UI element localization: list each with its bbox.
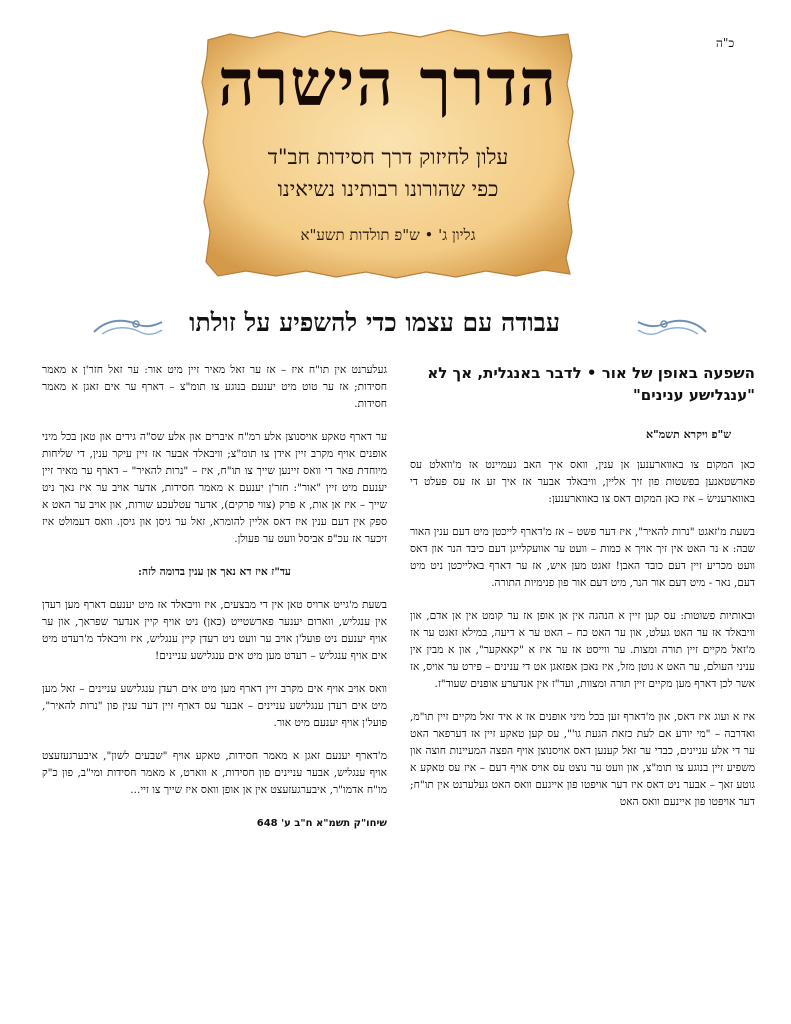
main-headline: עבודה עם עצמו כדי להשפיע על זולתו xyxy=(189,308,560,337)
paragraph: ער דארף טאקע אויסנוצן אלע רמ"ח איברים און אלע שס"ה גידים און טאן בכל מיני אופנים אויף מקרב זיין אידן צו תומ"צ; וויבאלד אבער אז זיין עיקר ענין, די שליחות מיוחדת פאר די וואס זיינען שייך צו תו"ח, איז – "נרות להאיר" – דארף ער מאיר זיין יענעם מיט זיין "אור": חזר'ן יענעם א מאמר חסידות, אדער אויב ער איז נאך ניט שייך – איז אן אות, א פרק (צווי פרקים), אדער עטלעכע שורות, און אויב ער האט א ספק אין דעם ענין איז דאס אליין להומרא, זאל ער גיסן און גיסן. וואס דעמולט איז זיכער אז עכ"פ אביסל וועט ער פעולן. xyxy=(42,431,387,545)
article-heading: השפעה באופן של אור • לדבר באנגלית, אך לא "ענגלישע ענינים" xyxy=(427,364,755,404)
masthead-subtitle-line2: כפי שהורונו רבותינו נשיאינו xyxy=(277,177,499,201)
source-line: ש"פ ויקרא תשמ"א xyxy=(645,428,731,441)
paragraph: געלערנט אין תו"ח איז – אז ער זאל מאיר זיין מיט אור: ער זאל חזר'ן א מאמר חסידות; אז ער טוט מיט יענעם בנוגע צו תומ"צ – דארף ער אים זאגן א מאמר חסידות. xyxy=(42,364,387,410)
left-column xyxy=(42,362,387,832)
paragraph: בשעת מ'גייט ארויס טאן אין די מבצעים, איז וויבאלד אז מיט יענעם דארף מען רעדן אין ענגליש, ווארום יענער פארשטייט (כאן) ניט אויף קיין אנדער שפראך, און ער אויף יענעם ניט פועל'ן אויב ער וועט ניט רעדן קיין ענגליש, איז וויבאלד מ'רעדט מיט אים אויף ענגליש – רעדט מען מיט אים ענגלישע עניינים! xyxy=(42,599,387,662)
paragraph: בשעת מ'זאגט "נרות להאיר", איז דער פשט – אז מ'דארף לייכטן מיט דעם ענין האור שבה: א נר האט אין זיך אויך א כמות – וועט ער אוועקלייגן דעם כיבד הנר און דאס וועט מכריע זיין דעם כובד האבן! זאגט מען איש, אז ער דארף באלייכטן ניט מיט דעם, נאר - מיט דעם אור הנר, מיט דעם אור פון פנימיות התורה. xyxy=(410,526,755,589)
left-flourish-icon xyxy=(92,314,164,342)
paragraph: מ'דארף יענעם זאגן א מאמר חסידות, טאקע אויף "שבעים לשון", איבערגעזעצט אויף ענגליש, אבער עניינים פון חסידות, א ווארט, א מאמר חסידות ומי"ב, פון כ"ק מו"ח אדמו"ר, איבערגעזעצט אין אן אופן וואס איז שייך צו זיי... xyxy=(42,750,387,796)
paragraph: איז א ועוג איז דאס, און מ'דארף זען בכל מיני אופנים אז א איד זאל מקיים זיין תו"מ, ואדרבה – "מי יודע אם לעת כזאת הגעת גו'", עס קען טאקע זיין אז דערפאר האט ער די אלע עניינים, כבדי ער זאל קענען דאס אויסנוצן אויף הפצה המעיינות חוצה און משפיע זיין בנוגע צו תומ"צ, און וועט ער נוצט עס אויס אויף דעם – איז עס טאקע א גוטע זאך – אבער ניט דאס איז דער אויפטו פון אייגעם וואס האט געלערנט אין תו"ח; דער אויפטו פון איינעם וואס האט xyxy=(410,711,755,808)
right-column xyxy=(410,362,755,827)
page-number: כ"ה xyxy=(716,36,735,50)
source-footnote: שיחו"ק תשמ"א ח"ב ע' 648 xyxy=(256,818,387,829)
right-flourish-icon xyxy=(636,314,708,342)
paragraph: ובאותיות פשוטות: עס קען זיין א הנהגה אין אן אופן אז ער קומט אין אן אדם, און וויבאלד אז ער האט געלט, און ער האט כח – האט ער א דיעה, במילא זאגט ער אז מ'זאל מקיים זיין תורה ומצות. ער ווייסט אז ער איז א "קאאקער", און א מבין אין עניני העולם, ער האט א גוטן מזל, איז נאכן אפזאגן אט די ענינים – פירט ער אויס, אז אשר לכן דארף מען מקיים זיין תורה ומצוות, ועד"ז אין אנדערע אופנים שעוד"ז. xyxy=(410,610,755,690)
headline-row xyxy=(80,308,720,348)
masthead-subtitle-line1: עלון לחיזוק דרך חסידות חב"ד xyxy=(267,145,509,169)
paragraph: כאן המקום צו באווארענען אן ענין, וואס איך האב געמיינט אז מ'וואלט עס פארשטאנען בפשטות פון זיך אליין, וויבאלד אבער אז איך זע אז עס פעלט די באווארענישׂ – איז כאן המקום דאס צו באווארענען: xyxy=(410,459,755,505)
masthead-issue-line: גליון ג' • ש"פ תולדות תשע"א xyxy=(300,226,476,244)
masthead-title: הדרך הישרה xyxy=(218,46,558,121)
paragraph: וואס אויב אויף אים מקרב זיין דארף מען מיט אים רעדן ענגלישע עניינים – זאל מען מיט אים רעדן ענגלישע עניינים – אבער עס דארף זיין דער ענין פון "נרות להאיר", פועל'ן אויף יענעם מיט אור. xyxy=(42,683,387,729)
section-subheading: עד"ז איז דא נאך אן ענין בדומה לזה: xyxy=(138,566,291,578)
